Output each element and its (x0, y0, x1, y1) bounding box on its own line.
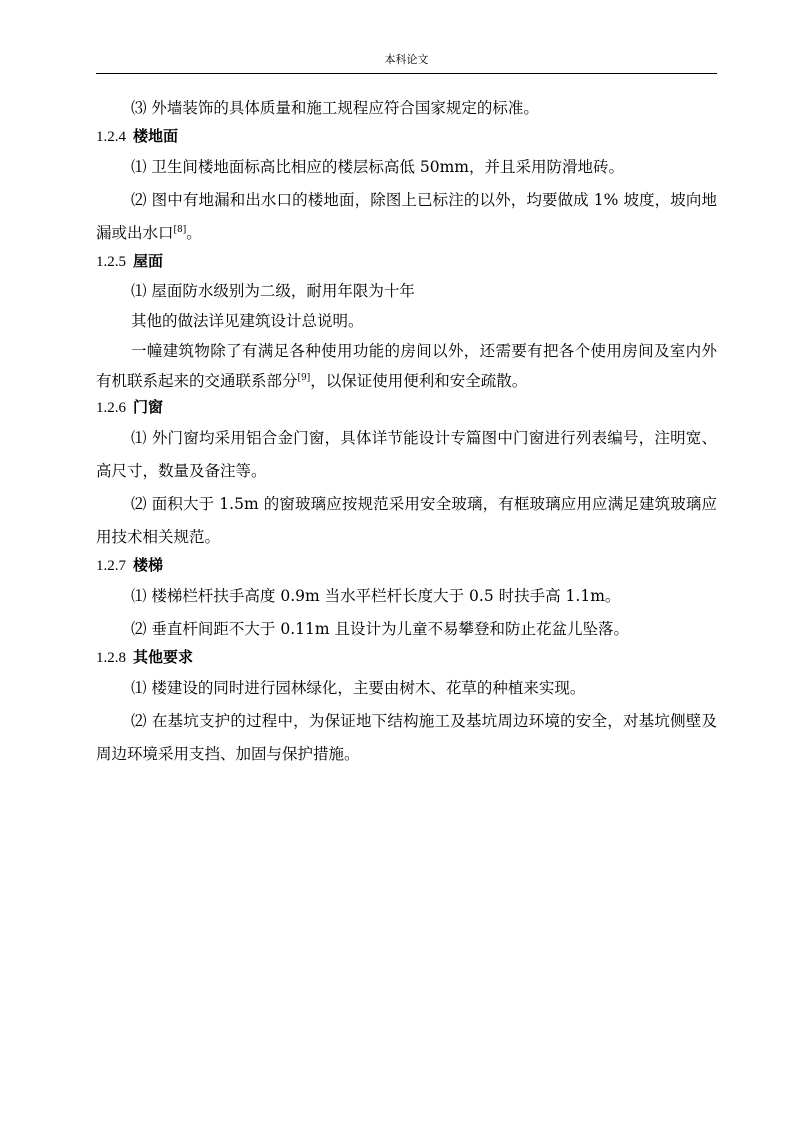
citation-ref: [8] (173, 225, 187, 235)
section-heading-doors-windows (96, 396, 717, 422)
section-number: 1.2.8 (96, 650, 126, 666)
section-title: 屋面 (133, 252, 164, 270)
section-title: 门窗 (133, 398, 164, 416)
section-number: 1.2.7 (96, 558, 126, 574)
paragraph-windows-2: ⑵ 面积大于 1.5m 的窗玻璃应按规范采用安全玻璃，有框玻璃应用应满足建筑玻璃应用技术相关规范。 (96, 495, 717, 546)
section-title: 楼地面 (133, 127, 179, 145)
section-number: 1.2.5 (96, 254, 126, 270)
paragraph-roof-2: 其他的做法详见建筑设计总说明。 (131, 312, 364, 330)
paragraph-other-1: ⑴ 楼建设的同时进行园林绿化，主要由树木、花草的种植来实现。 (131, 679, 586, 697)
paragraph-stairs-1: ⑴ 楼梯栏杆扶手高度 0.9m 当水平栏杆长度大于 0.5 时扶手高 1.1m。 (131, 587, 621, 605)
paragraph-text: 一幢建筑物除了有满足各种使用功能的房间以外，还需要有把各个使用房间及室内外有机联系起来的交通联系部分 (96, 342, 717, 390)
page-header: 本科论文 (384, 53, 429, 66)
header-rule (96, 73, 717, 74)
paragraph-exterior-wall: ⑶ 外墙装饰的具体质量和施工规程应符合国家规定的标准。 (131, 99, 539, 117)
paragraph-circulation (96, 336, 717, 396)
section-heading-other (96, 646, 717, 672)
citation-ref: [9] (297, 373, 311, 383)
paragraph-floor-2 (96, 184, 717, 250)
section-title: 楼梯 (133, 556, 164, 574)
section-heading-stairs (96, 554, 717, 580)
document-body (96, 92, 717, 771)
paragraph-other-2: ⑵ 在基坑支护的过程中，为保证地下结构施工及基坑周边环境的安全，对基坑侧壁及周边环境采用支挡、加固与保护措施。 (96, 712, 717, 763)
paragraph-floor-1: ⑴ 卫生间楼地面标高比相应的楼层标高低 50mm，并且采用防滑地砖。 (131, 158, 624, 176)
paragraph-text: ⑵ 图中有地漏和出水口的楼地面，除图上已标注的以外，均要做成 1% 坡度，坡向地漏或出水口 (96, 191, 717, 242)
paragraph-roof-1: ⑴ 屋面防水级别为二级，耐用年限为十年 (131, 282, 415, 300)
paragraph-tail: 。 (186, 224, 202, 242)
section-title: 其他要求 (133, 648, 194, 666)
paragraph-stairs-2: ⑵ 垂直杆间距不大于 0.11m 且设计为儿童不易攀登和防止花盆儿坠落。 (131, 620, 629, 638)
section-heading-roof (96, 250, 717, 276)
section-number: 1.2.4 (96, 129, 126, 145)
paragraph-tail: ，以保证使用便利和安全疏散。 (310, 372, 528, 390)
section-number: 1.2.6 (96, 400, 126, 416)
paragraph-windows-1: ⑴ 外门窗均采用铝合金门窗，具体详节能设计专篇图中门窗进行列表编号，注明宽、高尺寸，数量及备注等。 (96, 429, 717, 480)
section-heading-floor (96, 125, 717, 151)
